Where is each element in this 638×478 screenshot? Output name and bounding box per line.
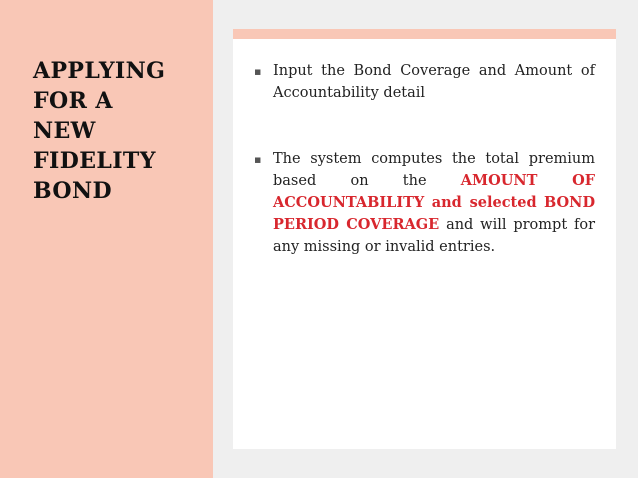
title-line-2: FOR A [33,88,113,114]
bullet-marker-2: ▪ [254,153,262,166]
bullet-marker-1: ▪ [254,65,262,78]
bullet-item-1 [273,60,595,104]
title-line-3: NEW [33,118,96,144]
title-line-5: BOND [33,178,112,204]
slide-title [33,56,208,206]
bullet-item-2 [273,148,595,258]
bullet-2-text-after: and will prompt for any missing or invalid entries. [273,217,596,255]
and-selected-emphasis: and selected [431,194,537,211]
title-line-1: APPLYING [33,58,166,84]
card-accent-strip [233,29,616,39]
bullet-2-text-before: The system computes the total premium based on the [273,151,595,189]
amount-of-accountability-emphasis: AMOUNT OF ACCOUNTABILITY [273,172,596,211]
bullet-1-text: Input the Bond Coverage and Amount of Accountability detail [273,63,595,101]
bond-period-coverage-emphasis: BOND PERIOD COVERAGE [273,194,596,233]
title-line-4: FIDELITY [33,148,156,174]
